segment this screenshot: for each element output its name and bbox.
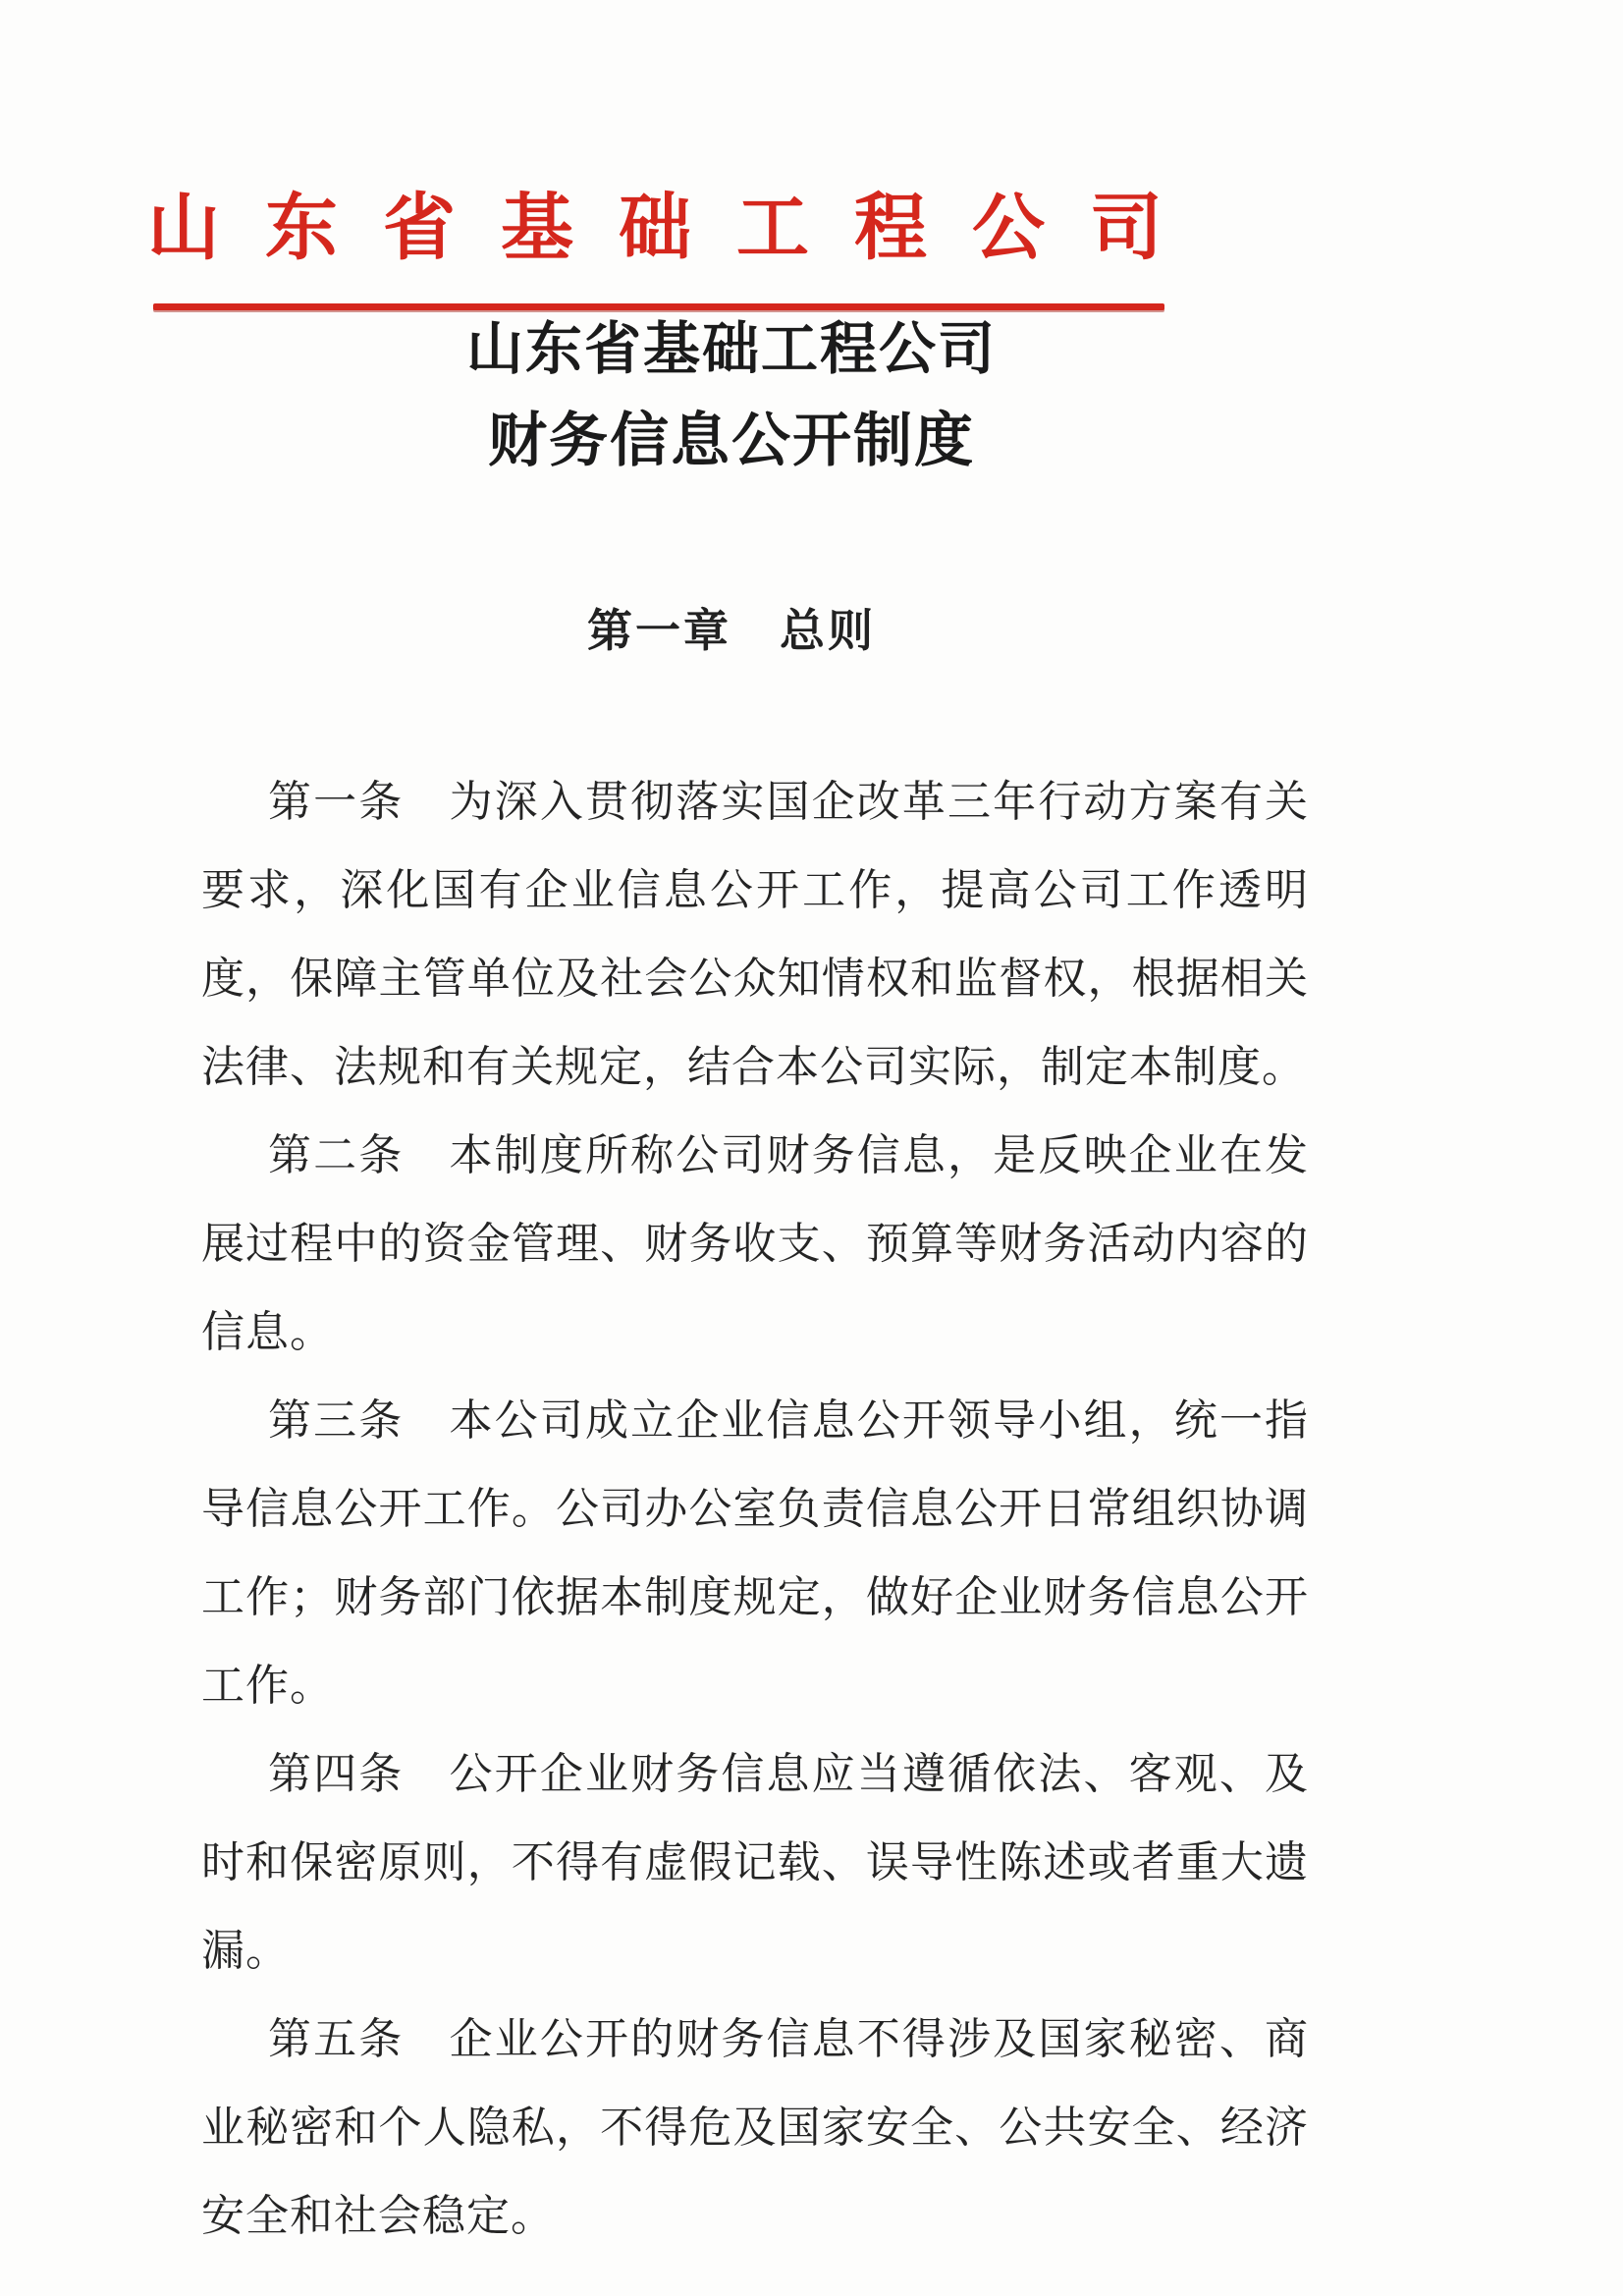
body-paragraph-article-4: 第四条 公开企业财务信息应当遵循依法、客观、及时和保密原则，不得有虚假记载、误导性陈述或者重大遗漏。: [201, 1750, 1309, 1975]
document-body: [201, 758, 1309, 2261]
body-paragraph-article-1: 第一条 为深入贯彻落实国企改革三年行动方案有关要求，深化国有企业信息公开工作，提高公司工作透明度，保障主管单位及社会公众知情权和监督权，根据相关法律、法规和有关规定，结合本公司实际，制定本制度。: [201, 778, 1309, 1091]
company-letterhead: 山东省基础工程公司: [147, 189, 1208, 269]
document-title-line1: 山东省基础工程公司: [465, 317, 997, 381]
document-title-line2: 财务信息公开制度: [488, 409, 975, 473]
chapter-heading: 第一章 总则: [587, 606, 876, 656]
body-paragraph-article-2: 第二条 本制度所称公司财务信息，是反映企业在发展过程中的资金管理、财务收支、预算等财务活动内容的信息。: [201, 1131, 1309, 1356]
letterhead-divider-rule: [153, 303, 1164, 310]
body-paragraph-article-3: 第三条 本公司成立企业信息公开领导小组，统一指导信息公开工作。公司办公室负责信息公开日常组织协调工作；财务部门依据本制度规定，做好企业财务信息公开工作。: [201, 1396, 1309, 1710]
body-paragraph-article-5: 第五条 企业公开的财务信息不得涉及国家秘密、商业秘密和个人隐私，不得危及国家安全、公共安全、经济安全和社会稳定。: [201, 2015, 1309, 2240]
